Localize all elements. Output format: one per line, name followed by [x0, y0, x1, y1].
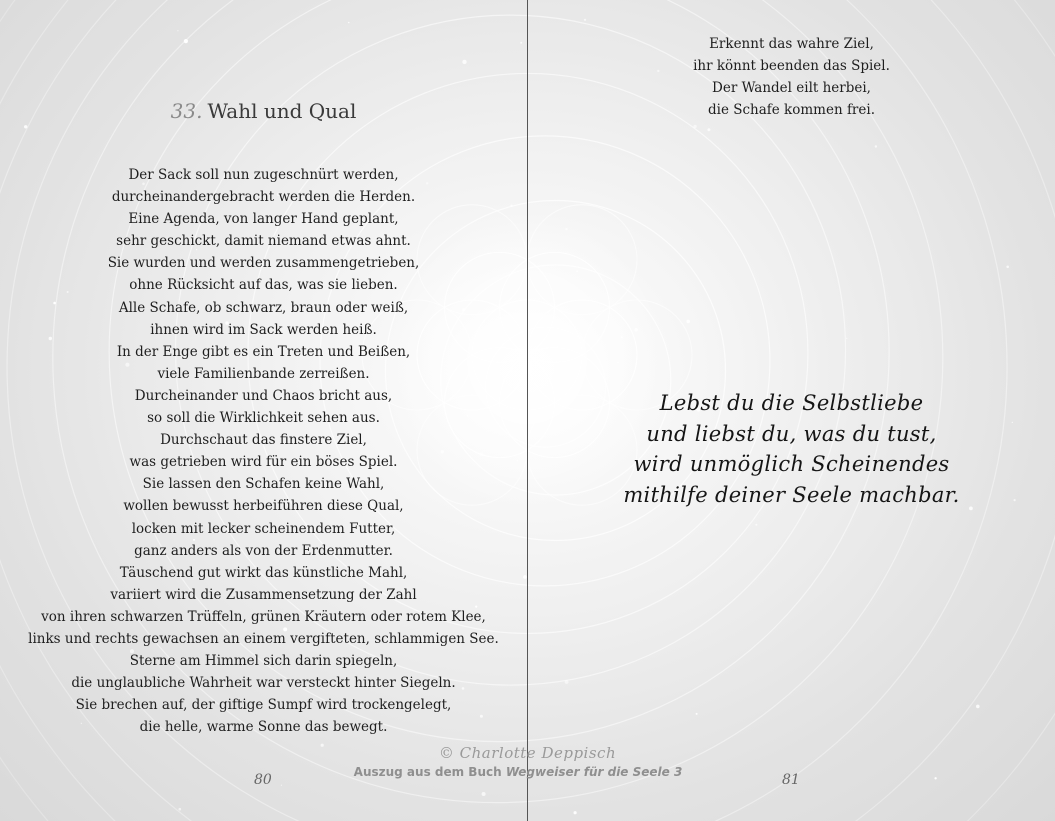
page-number-left: 80: [254, 772, 272, 788]
title-text: Wahl und Qual: [207, 99, 357, 123]
quote-line: wird unmöglich Scheinendes: [633, 452, 950, 476]
quote-line: Lebst du die Selbstliebe: [659, 391, 924, 415]
copyright-notice: © Charlotte Deppisch: [438, 744, 617, 762]
page-number-right: 81: [782, 772, 800, 788]
poem-line: durcheinandergebracht werden die Herden.: [111, 189, 416, 206]
poem-left: [0, 164, 527, 738]
quote-line: und liebst du, was du tust,: [646, 421, 937, 446]
poem-line: Alle Schafe, ob schwarz, braun oder weiß,: [118, 299, 409, 316]
excerpt-line: [0, 765, 1036, 779]
poem-line: Täuschend gut wirkt das künstliche Mahl,: [119, 564, 408, 581]
poem-line: wollen bewusst herbeiführen diese Qual,: [123, 498, 404, 515]
poem-line: Sie brechen auf, der giftige Sumpf wird trockengelegt,: [75, 697, 452, 714]
poem-line: Sie wurden und werden zusammengetrieben,: [107, 255, 420, 272]
poem-line: locken mit lecker scheinendem Futter,: [131, 520, 396, 537]
excerpt-prefix: Auszug aus dem Buch: [353, 765, 506, 779]
poem-line: sehr geschickt, damit niemand etwas ahnt.: [116, 233, 411, 250]
poem-line: was getrieben wird für ein böses Spiel.: [129, 454, 398, 471]
poem-line: links und rechts gewachsen an einem vergifteten, schlammigen See.: [28, 630, 499, 647]
poem-line: In der Enge gibt es ein Treten und Beißen,: [116, 343, 411, 360]
right-page: [528, 0, 1055, 821]
poem-line: die helle, warme Sonne das bewegt.: [139, 719, 388, 736]
poem-line: Erkennt das wahre Ziel,: [709, 36, 874, 52]
poem-line: viele Familienbande zerreißen.: [157, 365, 370, 382]
page-title: [0, 99, 527, 123]
page-divider: [527, 0, 528, 821]
left-page: [0, 0, 527, 821]
poem-line: Durchschaut das finstere Ziel,: [160, 432, 367, 449]
poem-line: Durcheinander und Chaos bricht aus,: [134, 387, 393, 404]
poem-line: variiert wird die Zusammensetzung der Zahl: [110, 586, 417, 603]
poem-line: Eine Agenda, von langer Hand geplant,: [128, 211, 399, 228]
poem-line: die Schafe kommen frei.: [707, 102, 875, 119]
quote-line: mithilfe deiner Seele machbar.: [623, 482, 960, 507]
poem-line: die unglaubliche Wahrheit war versteckt hinter Siegeln.: [71, 675, 456, 692]
poem-line: ihr könnt beenden das Spiel.: [693, 58, 890, 75]
poem-right: [528, 33, 1055, 121]
title-number: 33.: [170, 99, 203, 123]
poem-line: Sie lassen den Schafen keine Wahl,: [142, 476, 385, 493]
poem-line: Der Wandel eilt herbei,: [712, 80, 871, 97]
book-title: Wegweiser für die Seele 3: [505, 765, 683, 779]
poem-line: ohne Rücksicht auf das, was sie lieben.: [129, 277, 398, 294]
poem-line: so soll die Wirklichkeit sehen aus.: [147, 410, 380, 427]
poem-line: ihnen wird im Sack werden heiß.: [150, 321, 377, 338]
poem-line: ganz anders als von der Erdenmutter.: [134, 542, 393, 559]
handwritten-quote: [528, 388, 1055, 510]
poem-line: Der Sack soll nun zugeschnürt werden,: [128, 167, 399, 183]
poem-line: Sterne am Himmel sich darin spiegeln,: [129, 653, 398, 670]
poem-line: von ihren schwarzen Trüffeln, grünen Kräutern oder rotem Klee,: [41, 608, 486, 625]
